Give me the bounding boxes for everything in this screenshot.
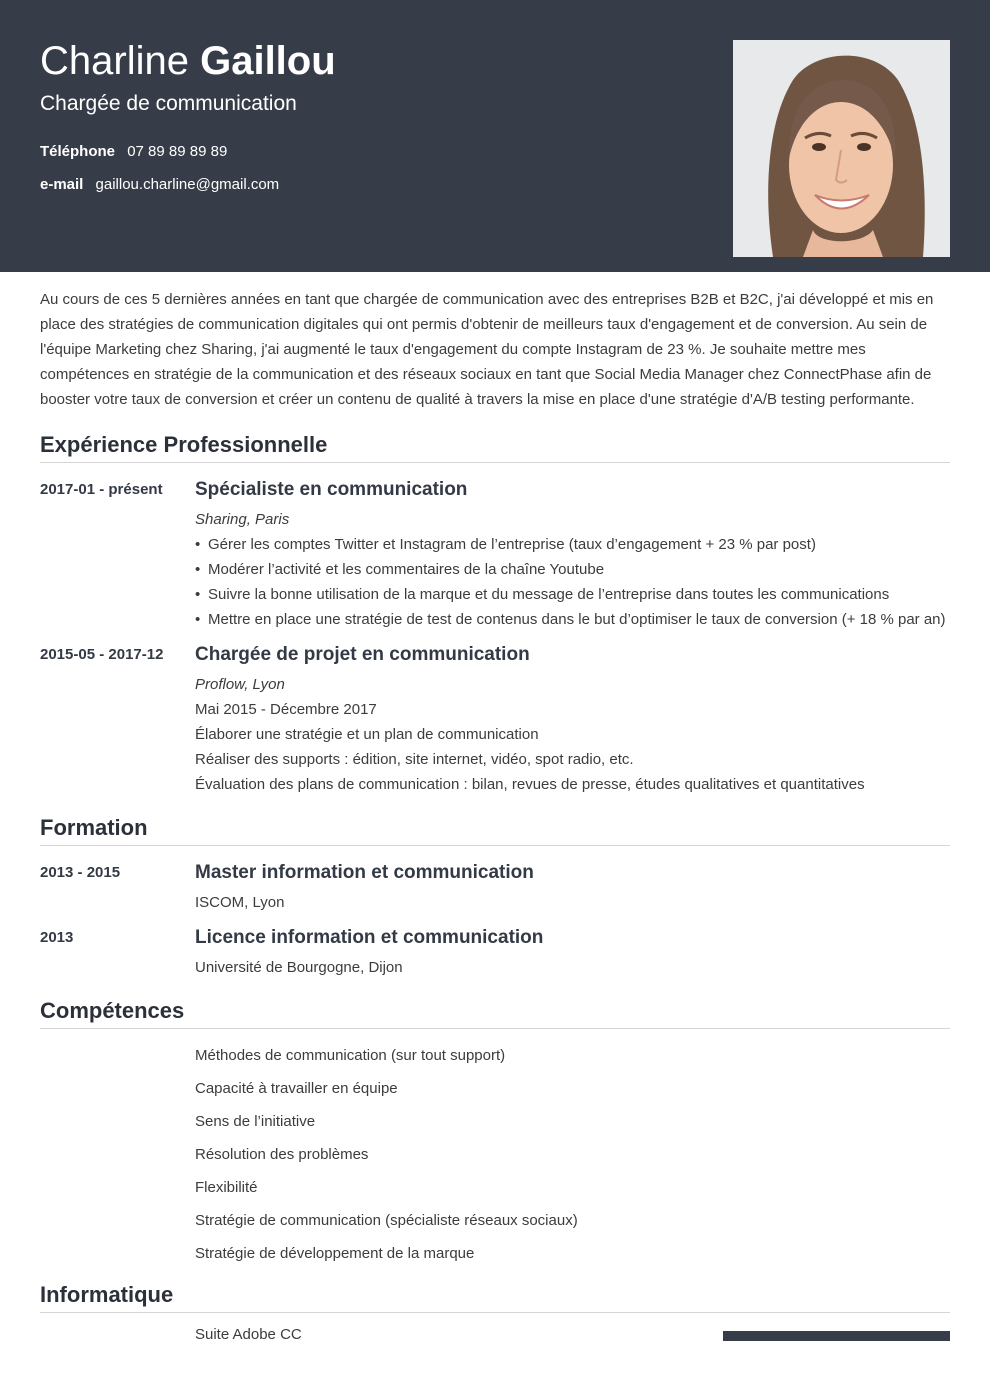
section-title-computing: Informatique — [40, 1282, 950, 1313]
entry-degree: Master information et communication — [195, 862, 534, 883]
first-name: Charline — [40, 39, 189, 83]
skill-level-fill — [723, 1331, 950, 1341]
resume-header — [0, 0, 990, 272]
skill-item: Résolution des problèmes — [195, 1146, 369, 1163]
entry-company: Proflow, Lyon — [195, 676, 285, 693]
entry-body — [195, 643, 955, 797]
skill-item: Stratégie de développement de la marque — [195, 1245, 475, 1262]
candidate-name — [40, 38, 336, 84]
entry-bullet: • Mettre en place une stratégie de test de contenus dans le but d’optimiser le taux de conversion (+ 18 % par an) — [195, 607, 955, 632]
entry-degree: Licence information et communication — [195, 927, 544, 948]
entry-line: Élaborer une stratégie et un plan de communication — [195, 726, 539, 743]
profile-photo — [733, 40, 950, 257]
entry-line: Évaluation des plans de communication : bilan, revues de presse, études qualitatives et quantitatives — [195, 776, 865, 793]
section-title-skills: Compétences — [40, 998, 950, 1029]
skill-item: Sens de l’initiative — [195, 1113, 316, 1130]
computing-item — [195, 1325, 950, 1347]
email-value[interactable]: gaillou.charline@gmail.com — [95, 176, 280, 193]
entry-bullet: • Suivre la bonne utilisation de la marque et du message de l’entreprise dans toutes les communications — [195, 582, 955, 607]
computing-item-name: Suite Adobe CC — [195, 1326, 302, 1343]
entry-bullet: • Modérer l’activité et les commentaires de la chaîne Youtube — [195, 557, 955, 582]
entry-company: Sharing, Paris — [195, 511, 290, 528]
entry-school: Université de Bourgogne, Dijon — [195, 959, 403, 976]
skill-item: Capacité à travailler en équipe — [195, 1080, 398, 1097]
section-title-education: Formation — [40, 815, 950, 846]
skills-list — [195, 1039, 578, 1270]
last-name: Gaillou — [200, 39, 336, 83]
phone-value: 07 89 89 89 89 — [127, 143, 228, 160]
entry-line: Réaliser des supports : édition, site internet, vidéo, spot radio, etc. — [195, 751, 634, 768]
portrait-image-icon — [733, 40, 950, 257]
contact-phone — [40, 143, 227, 161]
entry-line: Mai 2015 - Décembre 2017 — [195, 701, 377, 718]
email-label: e-mail — [40, 176, 84, 193]
entry-role: Chargée de projet en communication — [195, 644, 530, 665]
entry-date: 2017-01 - présent — [40, 481, 163, 498]
profile-summary: Au cours de ces 5 dernières années en tant que chargée de communication avec des entreprises B2B et B2C, j'ai développé et mis en place des stratégies de communication digitales qui ont permis d'obtenir de meilleurs taux d'engagement et de conversion. Au sein de l'équipe Marketing chez Sharing, j'ai augmenté le taux d'engagement du compte Instagram de 23 %. Je souhaite mettre mes compétences en stratégie de la communication et des réseaux sociaux en tant que Social Media Manager chez ConnectPhase afin de booster votre taux de conversion et créer un contenu de qualité à travers la mise en place d'une stratégie d'A/B testing performante. — [40, 291, 934, 408]
phone-label: Téléphone — [40, 143, 116, 160]
contact-email — [40, 176, 279, 194]
entry-body — [195, 861, 955, 915]
entry-date: 2013 — [40, 929, 74, 946]
section-title-experience: Expérience Professionnelle — [40, 432, 950, 463]
skill-item: Stratégie de communication (spécialiste réseaux sociaux) — [195, 1212, 578, 1229]
skill-level-bar — [723, 1331, 950, 1341]
entry-date: 2013 - 2015 — [40, 864, 121, 881]
entry-role: Spécialiste en communication — [195, 479, 468, 500]
skill-item: Méthodes de communication (sur tout support) — [195, 1047, 506, 1064]
job-title: Chargée de communication — [40, 92, 297, 115]
entry-body — [195, 926, 955, 980]
entry-school: ISCOM, Lyon — [195, 894, 285, 911]
skill-item: Flexibilité — [195, 1179, 258, 1196]
entry-body — [195, 478, 955, 632]
entry-bullet: • Gérer les comptes Twitter et Instagram de l’entreprise (taux d’engagement + 23 % par post) — [195, 532, 955, 557]
entry-date: 2015-05 - 2017-12 — [40, 646, 164, 663]
